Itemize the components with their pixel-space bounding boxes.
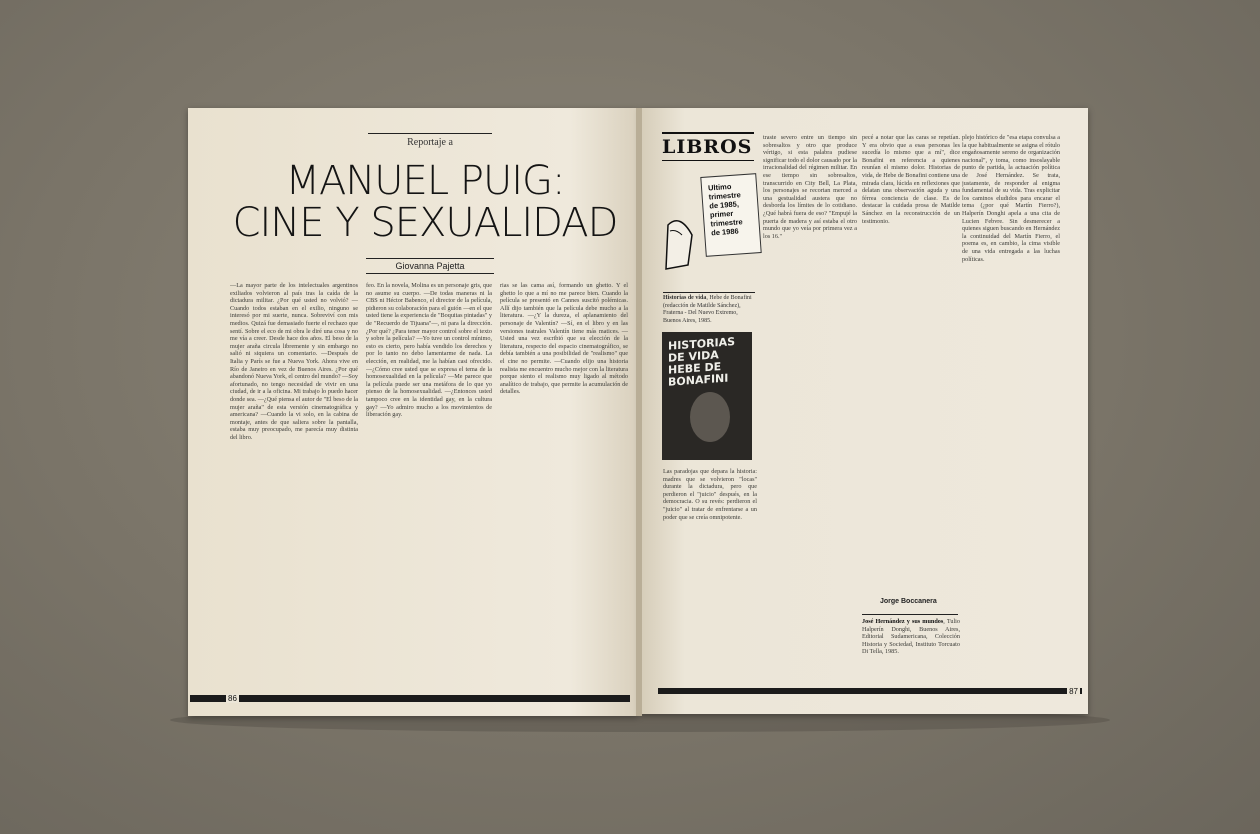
right-column-1: Las paradojas que depara la historia: madres que se volvieron "locas" durante la dictadura, pero que perdieron el "juicio" después, en la democracia. O su revés: perdieron el "juicio" al tratar de enfrentarse a un poder que se creía omnipotente. bbox=[663, 468, 757, 521]
book-caption-1 bbox=[663, 292, 755, 325]
article-byline: Giovanna Pajetta bbox=[366, 258, 494, 274]
review-signature: Jorge Boccanera bbox=[880, 598, 937, 605]
article-kicker: Reportaje a bbox=[368, 133, 492, 148]
magazine-spine bbox=[636, 108, 642, 716]
left-column-2: feo. En la novela, Molina es un personaje gris, que no asume su cuerpo. —De todas maneras ni la CBS ni Héctor Babenco, el director de la película, pidieron su colaboración para el guión —en el que usted tiene la experiencia de "Boquitas pintadas" y de "Recuerdo de Tijuana"—, ni para la dirección. ¿Por qué? ¿Para tener mayor control sobre el texto y sobre la película? —Yo tuve un control mínimo, esto es cierto, pero había vendido los derechos y por lo tanto no debo lamentarme de nada. La elección, en realidad, me la habían casi ofrecido. —¿Cómo cree usted que se expresa el tema de la homosexualidad en la película? —Me parece que la película puede ser una metáfora de lo que yo pienso de la homosexualidad. —¿Entonces usted tampoco cree en la identidad gay, en la cultura gay? —Yo admiro mucho a los movimientos de liberación gay. bbox=[366, 282, 492, 419]
book-info-2: , Tulio Halperín Donghi, Buenos Aires, Editorial Sudamericana, Colección Historia y Sociedad, Instituto Torcuato Di Tella, 1985. bbox=[862, 618, 960, 656]
left-column-3: rias se las cama así, formando un ghetto. Y el ghetto lo que a mí no me parece bien. Cuando la película se presentó en Cannes suscitó polémicas. Allí dijo también que la película debe mucho a la literatura. —¿Y la dureza, el aplanamiento del personaje de Valentín? —Sí, en el libro y en las versiones teatrales Valentín tiene más matices. —Usted una vez escribió que su elección de la literatura, respecto del espacio cinematográfico, se debía también a una posibilidad de "realismo" que el cine no permite. —Cuando elijo una historia realista me encuentro mucho mejor con la literatura porque siento el realismo muy ligado al método analítico de trabajo, que permite la acumulación de detalles. bbox=[500, 282, 628, 396]
book-cover-photo bbox=[662, 332, 752, 460]
title-line-1: MANUEL PUIG: bbox=[285, 158, 565, 204]
book-caption-2 bbox=[862, 618, 960, 670]
left-column-1: —La mayor parte de los intelectuales argentinos exiliados volvieron al país tras la caída de la dictadura militar. ¿Por qué usted no volvió? —Cuando todos estaban en el exilio, ninguno se interesó por mi suerte, nunca. Sobreviví con mis medios. Quizá fue demasiado fuerte el rechazo que sentí. Sobre el eco de mi obra le diré una cosa y no me vía a creer. Desde hace dos años. El beso de la mujer araña circula libremente y sin embargo no salió ni siquiera un comentario. —Después de Italia y París se fue a Nueva York. Ahora vive en Río de Janeiro en vez de Buenos Aires. ¿Por qué abandonó Nueva York, el centro del mundo? —Soy afortunado, no tengo necesidad de vivir en una ciudad, de ir a la oficina. Mi trabajo lo puedo hacer donde sea. —¿Qué piensa el autor de "El beso de la mujer araña" de esta versión cinematográfica y americana? —Cuando la vi solo, en la cabina de montaje, antes de que saliera sobre la pantalla, estaba muy preocupado, me parecía muy distinta del libro. bbox=[230, 282, 358, 441]
left-footer-bar bbox=[190, 695, 630, 702]
signature-rule bbox=[862, 614, 958, 615]
book-cover-title: HISTORIAS DE VIDA HEBE DE BONAFINI bbox=[668, 335, 736, 389]
right-page-number: 87 bbox=[1069, 687, 1078, 696]
book-title-2: José Hernández y sus mundos bbox=[862, 618, 944, 625]
right-footer-bar bbox=[658, 688, 1082, 694]
title-line-2: CINE Y SEXUALIDAD bbox=[232, 200, 618, 246]
book-title-1: Historias de vida bbox=[663, 295, 707, 301]
left-page-number: 86 bbox=[228, 694, 237, 703]
article-title bbox=[222, 160, 628, 244]
right-column-3: pecé a notar que las caras se repetían. Y era obvio que a esas personas les sucedía lo mismo que a mí", dice Bonafini en referencia a quienes reunían el mismo dolor. Historias de vida, de Hebe de Bonafini contiene una mirada clara, lúcida en reflexiones que delatan una observación aguda y una férrea conciencia de clase. Es de destacar la cuidada prosa de Matilde Sánchez en la reconstrucción de un testimonio. bbox=[862, 134, 960, 225]
section-heading: LIBROS bbox=[662, 132, 754, 161]
right-column-4: plejo histórico de "esa etapa convulsa a la que habitualmente se asigna el rótulo engañosamente sereno de organización nacional", y toma, como insoslayable punto de partida, la actuación política de José Hernández. Se trata, justamente, de responder al enigma fundamental de su vida. Tras explicitar los caminos eludidos para encarar el tema (¿por qué Martín Fierro?), Halperín Donghi apela a una cita de Lucien Febvre. Sin desmerecer a quienes siguen buscando en Hernández la continuidad del Martín Fierro, el poema es, en cambio, la cima visible de una vida entregada a las luchas políticas. bbox=[962, 134, 1060, 263]
book-info-1: , Hebe de Bonafini (redacción de Matilde Sánchez), Fraterna - Del Nuevo Extremo, Buenos Aires, 1985. bbox=[663, 295, 752, 324]
calendar-note: Ultimo trimestre de 1985, primer trimestre de 1986 bbox=[700, 173, 761, 257]
portrait-figure bbox=[690, 392, 730, 442]
right-column-2: traste severo entre un tiempo sin sobresaltos y otro que produce vértigo, si esta palabra pudiese significar todo el dolor causado por la irracionalidad del régimen militar. En ese tiempo sin sobresaltos, transcurrido en City Bell, La Plata, los personajes se recortan merced a una gestualidad austera que no desborda los límites de lo cotidiano. ¿Qué habrá fuera de eso? "Empujé la puerta de madera y así estaba el otro mundo que yo veía por primera vez a los 16." bbox=[763, 134, 857, 240]
